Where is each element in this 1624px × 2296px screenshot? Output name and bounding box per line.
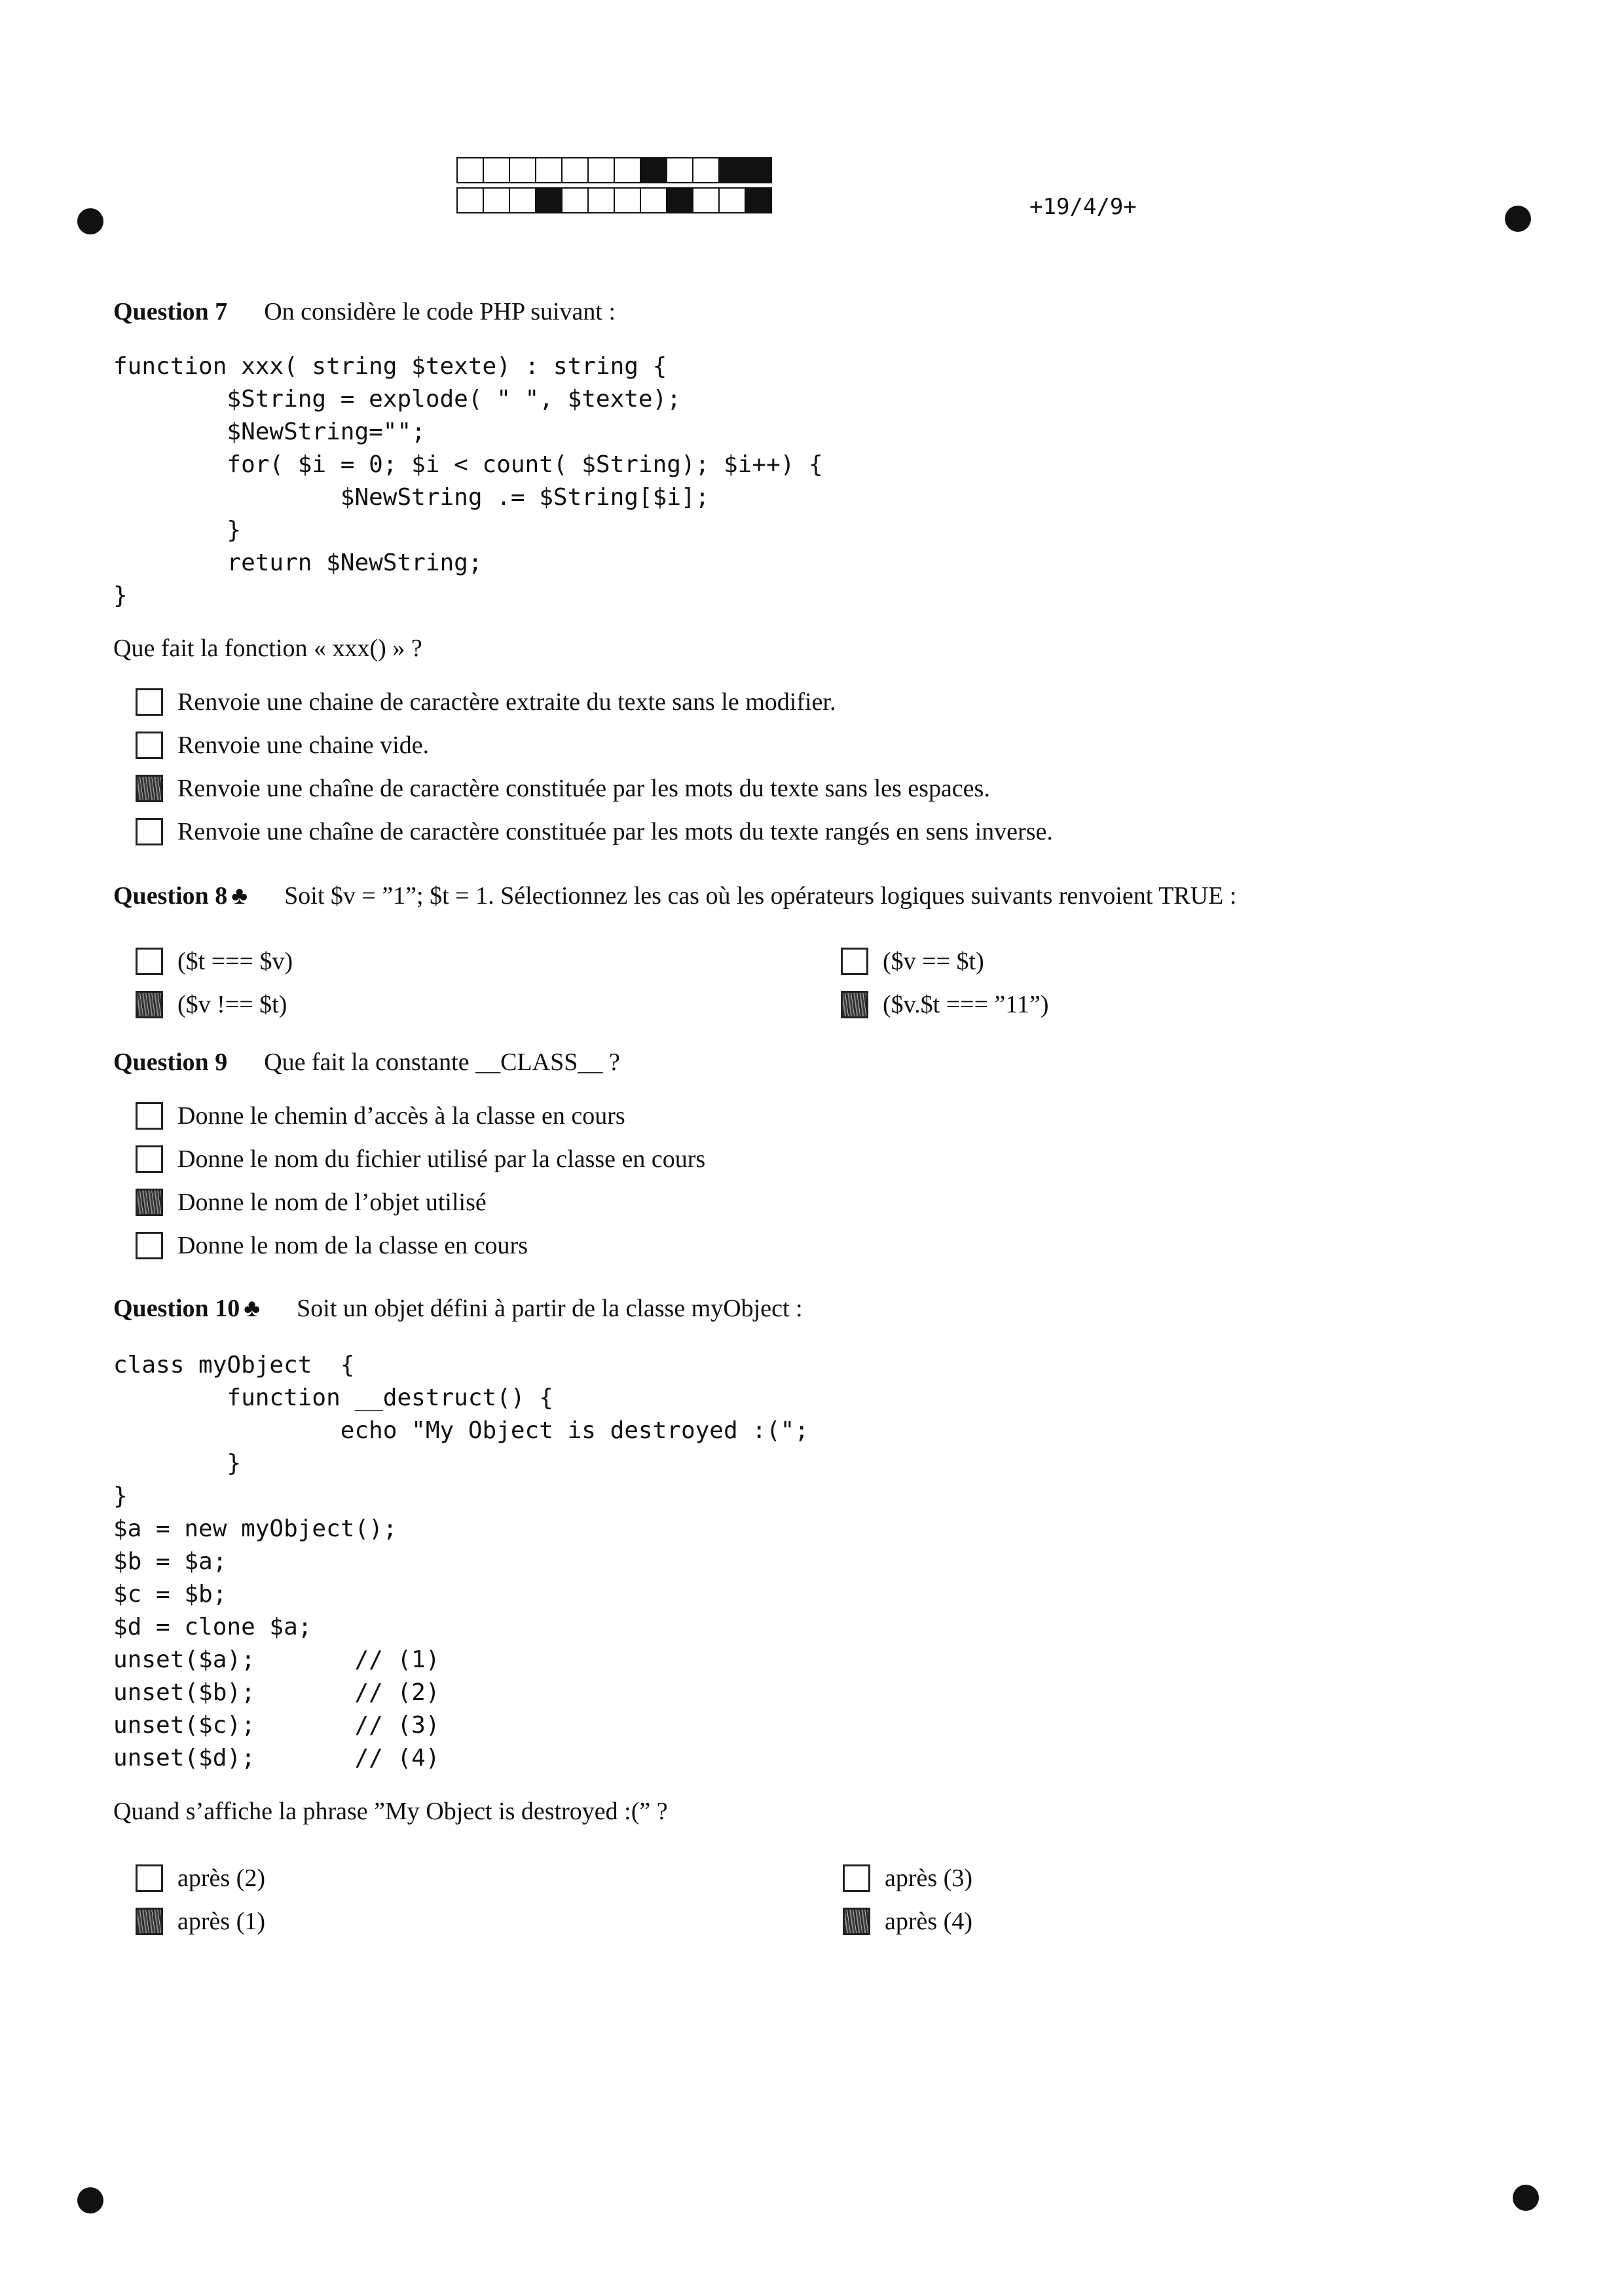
corner-mark-bottom-right xyxy=(1513,2185,1539,2211)
question-number: Question 10 xyxy=(113,1295,240,1322)
question-label: Question 9 xyxy=(113,1048,228,1076)
answer-label: Donne le nom du fichier utilisé par la classe en cours xyxy=(177,1145,706,1173)
answer-option[interactable] xyxy=(136,1231,528,1260)
question-prompt: Quand s’affiche la phrase ”My Object is destroyed :(” ? xyxy=(113,1798,668,1825)
code-block: function xxx( string $texte) : string { $String = explode( " ", $texte); $NewString=""; for( $i = 0; $i < count( $String); $i++) { $NewString .= $String[$i]; } return $NewString; } xyxy=(113,353,823,609)
answer-label: après (2) xyxy=(177,1864,265,1892)
answer-option[interactable] xyxy=(843,1864,972,1893)
answer-label: ($v.$t === ”11”) xyxy=(883,991,1049,1018)
question-text: On considère le code PHP suivant : xyxy=(264,298,616,325)
question-text: Soit un objet défini à partir de la classe myObject : xyxy=(297,1295,803,1322)
code-block: class myObject { function __destruct() { echo "My Object is destroyed :("; } } $a = new myObject(); $b = $a; $c = $b; $d = clone $a; unset($a); // (1) unset($b); // (2) unset($c); // (3) unset($d); // (4) xyxy=(113,1352,809,1771)
answer-label: Renvoie une chaîne de caractère constituée par les mots du texte sans les espaces. xyxy=(177,775,990,802)
question-label xyxy=(113,882,248,910)
question-8-header xyxy=(113,881,1236,910)
barcode-cell xyxy=(666,187,693,213)
barcode-cell xyxy=(692,187,720,213)
answer-label: Renvoie une chaine vide. xyxy=(177,731,430,759)
answer-option[interactable] xyxy=(843,1907,972,1936)
answer-option[interactable] xyxy=(136,947,293,976)
checkbox[interactable] xyxy=(841,991,868,1018)
barcode-cell xyxy=(745,157,772,183)
barcode-cell xyxy=(535,157,563,183)
corner-mark-bottom-left xyxy=(77,2187,103,2213)
checkbox[interactable] xyxy=(136,1102,163,1130)
answer-option[interactable] xyxy=(136,1864,265,1893)
answer-option[interactable] xyxy=(136,1907,265,1936)
barcode-cell xyxy=(587,187,615,213)
corner-mark-top-left xyxy=(77,208,103,234)
checkbox[interactable] xyxy=(841,948,868,975)
checkbox[interactable] xyxy=(843,1864,870,1892)
checkbox[interactable] xyxy=(136,688,163,716)
checkbox[interactable] xyxy=(136,1232,163,1259)
question-number: Question 8 xyxy=(113,882,228,910)
barcode-cell xyxy=(718,187,746,213)
barcode-cell xyxy=(640,187,667,213)
barcode-cell xyxy=(483,157,510,183)
barcode-cell xyxy=(587,157,615,183)
barcode-cell xyxy=(614,157,641,183)
checkbox[interactable] xyxy=(136,731,163,759)
question-text: Que fait la constante __CLASS__ ? xyxy=(264,1048,620,1076)
answer-label: ($v == $t) xyxy=(883,948,984,975)
barcode-cell xyxy=(640,157,667,183)
barcode-cell xyxy=(692,157,720,183)
answer-option[interactable] xyxy=(136,817,1053,846)
club-icon: ♣ xyxy=(244,1295,261,1322)
corner-mark-top-right xyxy=(1505,206,1531,232)
checkbox[interactable] xyxy=(136,818,163,845)
answer-label: Renvoie une chaine de caractère extraite du texte sans le modifier. xyxy=(177,688,836,716)
barcode-cell xyxy=(745,187,772,213)
barcode-row xyxy=(456,157,771,183)
answer-label: ($t === $v) xyxy=(177,948,293,975)
answer-option[interactable] xyxy=(136,1102,625,1130)
answer-label: ($v !== $t) xyxy=(177,991,287,1018)
answer-label: Donne le nom de la classe en cours xyxy=(177,1232,528,1259)
barcode-cell xyxy=(456,187,484,213)
answer-label: après (1) xyxy=(177,1908,265,1935)
checkbox[interactable] xyxy=(136,991,163,1018)
checkbox[interactable] xyxy=(136,1189,163,1216)
answer-option[interactable] xyxy=(136,990,287,1019)
answer-label: Donne le chemin d’accès à la classe en cours xyxy=(177,1102,625,1130)
barcode-cell xyxy=(509,157,536,183)
question-label xyxy=(113,1295,260,1322)
barcode-cell xyxy=(718,157,746,183)
page-barcode xyxy=(456,157,771,217)
checkbox[interactable] xyxy=(136,1145,163,1173)
answer-label: Donne le nom de l’objet utilisé xyxy=(177,1189,487,1216)
question-10-header xyxy=(113,1294,803,1323)
barcode-cell xyxy=(561,157,589,183)
checkbox[interactable] xyxy=(136,1864,163,1892)
question-label: Question 7 xyxy=(113,298,228,325)
checkbox[interactable] xyxy=(136,948,163,975)
answer-label: après (4) xyxy=(885,1908,972,1935)
answer-option[interactable] xyxy=(841,990,1049,1019)
barcode-cell xyxy=(483,187,510,213)
answer-option[interactable] xyxy=(136,1145,705,1174)
answer-option[interactable] xyxy=(841,947,984,976)
answer-option[interactable] xyxy=(136,774,990,803)
barcode-cell xyxy=(535,187,563,213)
barcode-cell xyxy=(509,187,536,213)
barcode-cell xyxy=(456,157,484,183)
barcode-cell xyxy=(666,157,693,183)
answer-option[interactable] xyxy=(136,688,836,716)
checkbox[interactable] xyxy=(136,1908,163,1935)
answer-label: Renvoie une chaîne de caractère constituée par les mots du texte rangés en sens inverse. xyxy=(177,818,1053,845)
answer-option[interactable] xyxy=(136,731,429,760)
page-id: +19/4/9+ xyxy=(1029,194,1137,220)
question-text: Soit $v = ”1”; $t = 1. Sélectionnez les cas où les opérateurs logiques suivants renvoient TRUE : xyxy=(284,882,1237,910)
checkbox[interactable] xyxy=(843,1908,870,1935)
answer-label: après (3) xyxy=(885,1864,972,1892)
club-icon: ♣ xyxy=(231,882,248,910)
question-7-header xyxy=(113,297,616,326)
barcode-cell xyxy=(614,187,641,213)
question-9-header xyxy=(113,1048,620,1077)
question-prompt: Que fait la fonction « xxx() » ? xyxy=(113,635,422,662)
checkbox[interactable] xyxy=(136,775,163,802)
barcode-cell xyxy=(561,187,589,213)
answer-option[interactable] xyxy=(136,1188,487,1217)
barcode-row xyxy=(456,187,771,213)
